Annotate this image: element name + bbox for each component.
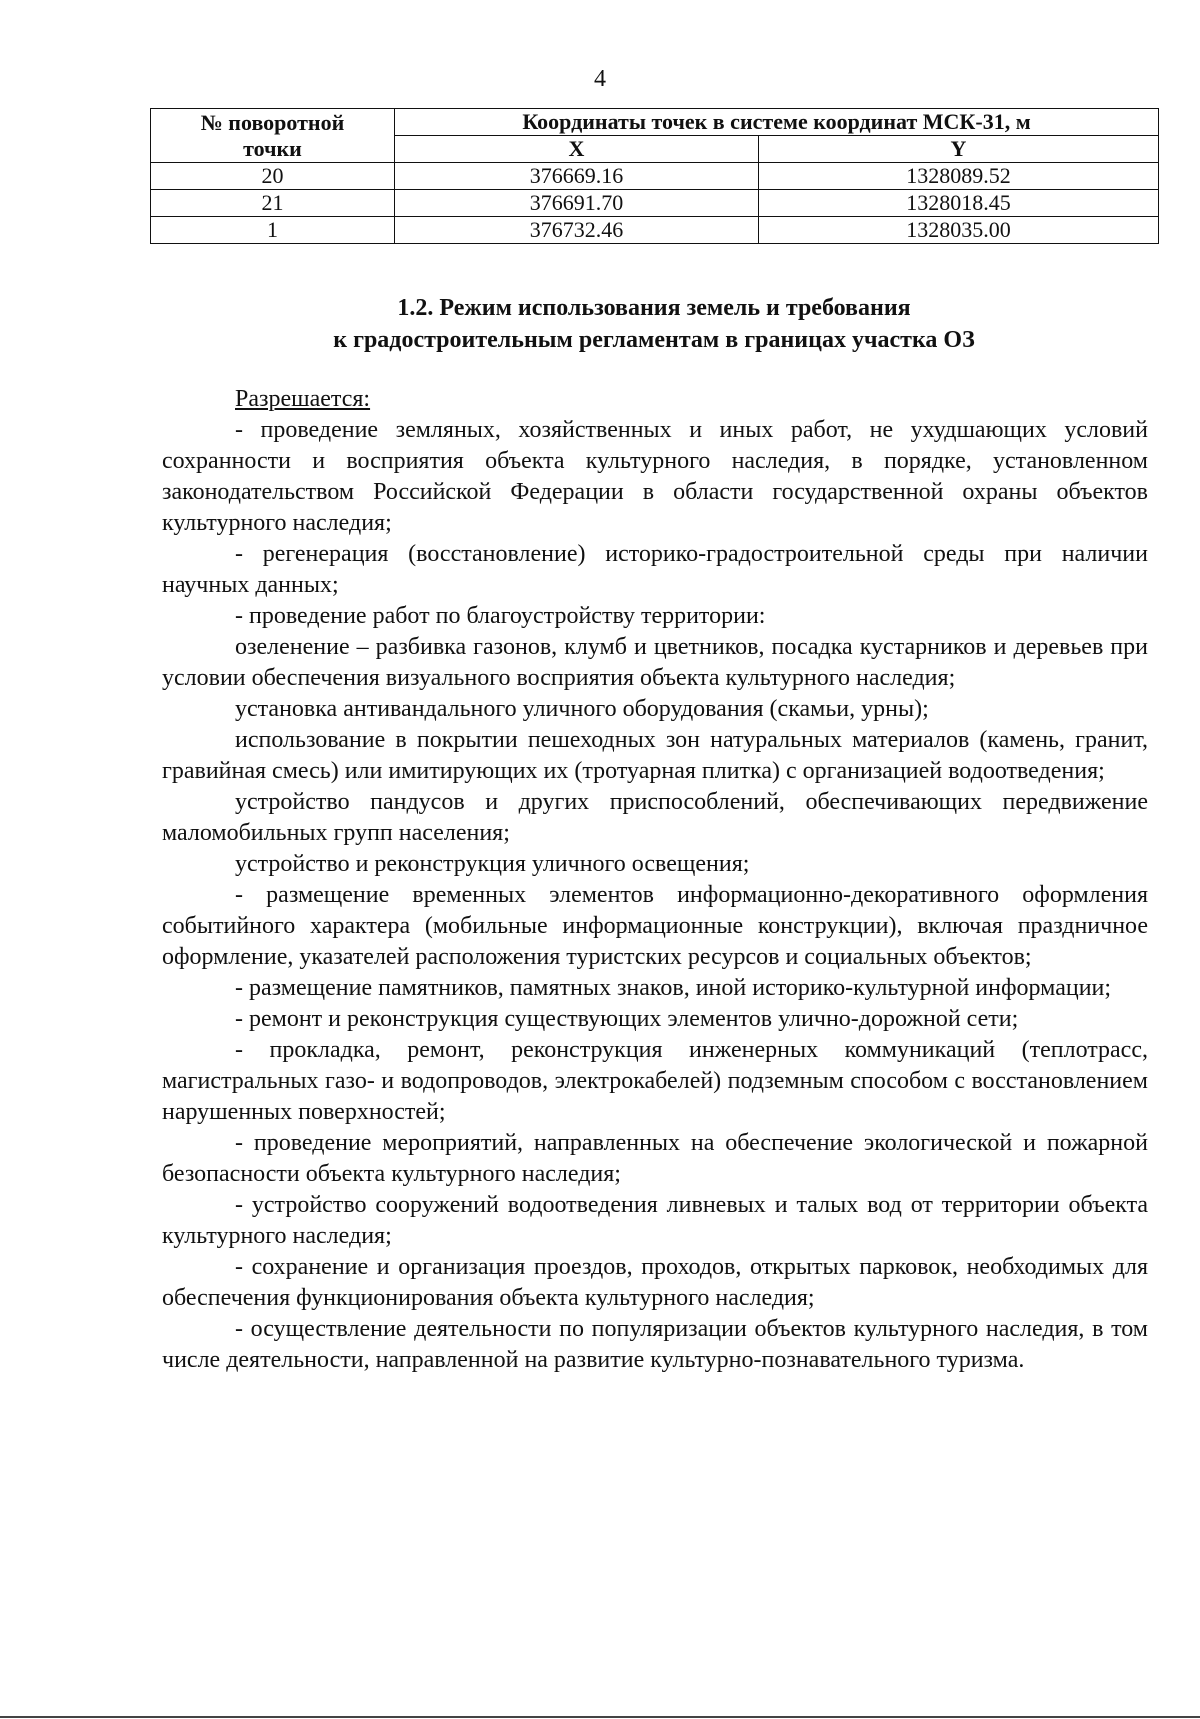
paragraph: - проведение работ по благоустройству территории: [235, 603, 766, 629]
paragraph: устройство пандусов и других приспособлений, обеспечивающих передвижение маломобильных групп населения; [162, 789, 1148, 846]
page-number: 4 [594, 66, 606, 92]
paragraph: - прокладка, ремонт, реконструкция инженерных коммуникаций (теплотрасс, магистральных газо- и водопроводов, электрокабелей) подземным способом с восстановлением нарушенных поверхностей; [162, 1037, 1148, 1125]
table-row [151, 163, 1159, 190]
bottom-rule [0, 1716, 1200, 1718]
cell-x: 376732.46 [395, 217, 759, 244]
paragraph: установка антивандального уличного оборудования (скамьи, урны); [235, 696, 929, 722]
paragraph: - регенерация (восстановление) историко-градостроительной среды при наличии научных данных; [162, 541, 1148, 598]
cell-y: 1328089.52 [759, 163, 1159, 190]
table-row [151, 190, 1159, 217]
paragraph: - устройство сооружений водоотведения ливневых и талых вод от территории объекта культурного наследия; [162, 1192, 1148, 1249]
cell-point: 20 [151, 163, 395, 190]
header-y: Y [759, 136, 1159, 163]
paragraph: устройство и реконструкция уличного освещения; [235, 851, 750, 877]
header-point-line1: № поворотной [200, 109, 345, 135]
cell-x: 376669.16 [395, 163, 759, 190]
section-title-line1: 1.2. Режим использования земель и требования [397, 295, 911, 321]
cell-x: 376691.70 [395, 190, 759, 217]
section-title [150, 292, 1158, 356]
cell-y: 1328018.45 [759, 190, 1159, 217]
paragraph: использование в покрытии пешеходных зон натуральных материалов (камень, гранит, гравийная смесь) или имитирующих их (тротуарная плитка) с организацией водоотведения; [162, 727, 1148, 784]
cell-point: 1 [151, 217, 395, 244]
paragraph: - проведение мероприятий, направленных на обеспечение экологической и пожарной безопасности объекта культурного наследия; [162, 1130, 1148, 1187]
table-row [151, 217, 1159, 244]
paragraph: озеленение – разбивка газонов, клумб и цветников, посадка кустарников и деревьев при условии обеспечения визуального восприятия объекта культурного наследия; [162, 634, 1148, 691]
paragraph: - ремонт и реконструкция существующих элементов улично-дорожной сети; [235, 1006, 1019, 1032]
body-text [162, 384, 1148, 1376]
paragraph: - сохранение и организация проездов, проходов, открытых парковок, необходимых для обеспечения функционирования объекта культурного наследия; [162, 1254, 1148, 1311]
paragraph: - проведение земляных, хозяйственных и иных работ, не ухудшающих условий сохранности и восприятия объекта культурного наследия, в порядке, установленном законодательством Российской Федерации в области государственной охраны объектов культурного наследия; [162, 417, 1148, 536]
allowed-label: Разрешается: [235, 386, 371, 412]
table-header-row [151, 109, 1159, 136]
header-coordinates: Координаты точек в системе координат МСК-31, м [395, 109, 1159, 136]
header-x: X [395, 136, 759, 163]
section-title-line2: к градостроительным регламентам в границах участка ОЗ [333, 327, 975, 353]
header-point-number [151, 109, 395, 163]
cell-y: 1328035.00 [759, 217, 1159, 244]
paragraph: - осуществление деятельности по популяризации объектов культурного наследия, в том числе деятельности, направленной на развитие культурно-познавательного туризма. [162, 1316, 1148, 1373]
cell-point: 21 [151, 190, 395, 217]
header-point-line2: точки [243, 135, 302, 161]
paragraph: - размещение временных элементов информационно-декоративного оформления событийного характера (мобильные информационные конструкции), включая праздничное оформление, указателей расположения туристских ресурсов и социальных объектов; [162, 882, 1148, 970]
coordinates-table [150, 108, 1159, 244]
paragraph: - размещение памятников, памятных знаков, иной историко-культурной информации; [235, 975, 1112, 1001]
